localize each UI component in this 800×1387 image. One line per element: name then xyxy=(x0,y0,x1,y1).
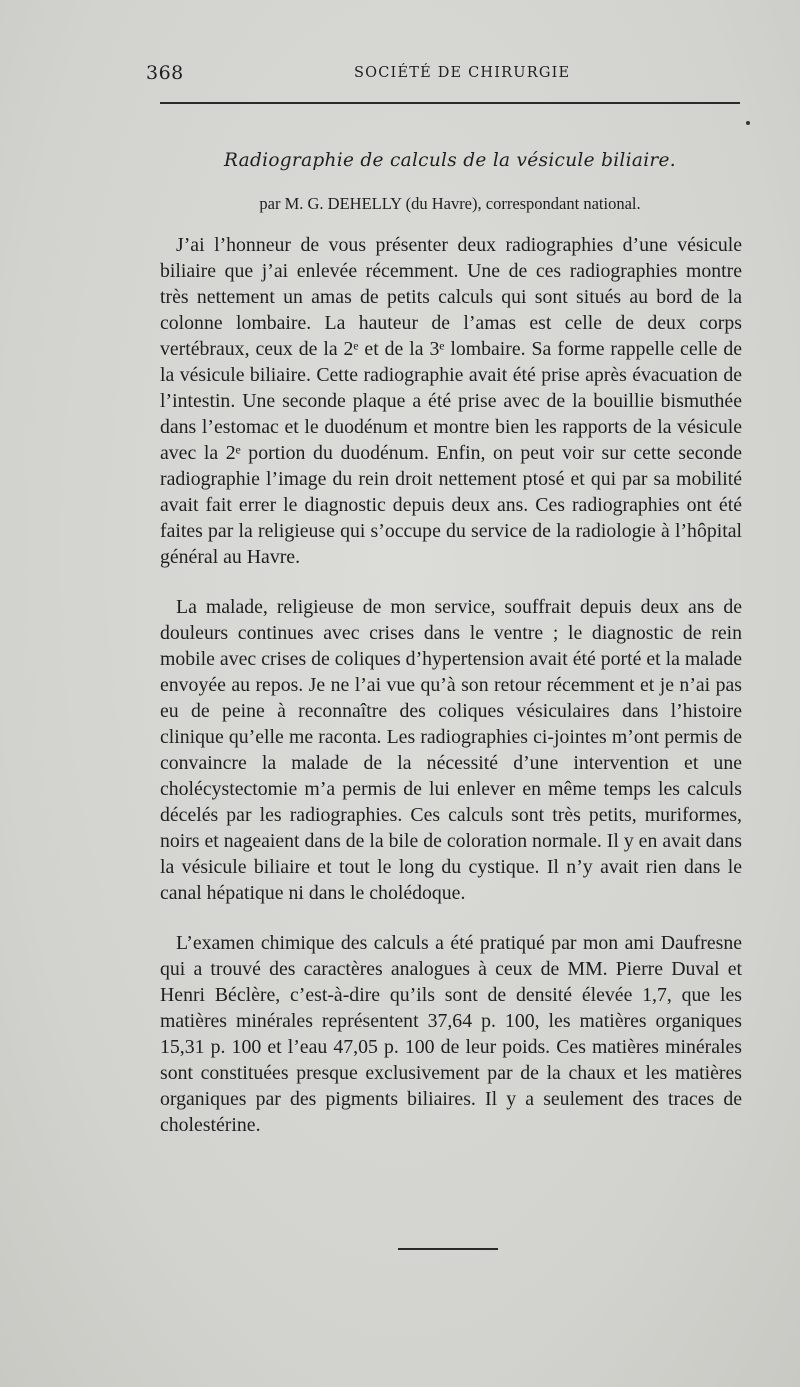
header-rule xyxy=(160,102,740,104)
page-header xyxy=(146,62,740,86)
article-body xyxy=(160,232,742,1162)
page-number: 368 xyxy=(146,62,184,84)
article-byline: par M. G. DEHELLY (du Havre), correspondant national. xyxy=(259,194,641,213)
article-title: Radiographie de calculs de la vésicule biliaire. xyxy=(224,150,676,171)
running-head: SOCIÉTÉ DE CHIRURGIE xyxy=(354,65,571,81)
paragraph-1: J’ai l’honneur de vous présenter deux radiographies d’une vésicule biliaire que j’ai enlevée récemment. Une de ces radiographies montre très nettement un amas de petits calculs qui sont situés au bord de la colonne lombaire. La hauteur de l’amas est celle de deux corps vertébraux, ceux de la 2ᵉ et de la 3ᵉ lombaire. Sa forme rappelle celle de la vésicule biliaire. Cette radiographie avait été prise après évacuation de l’intestin. Une seconde plaque a été prise avec de la bouillie bismuthée dans l’estomac et le duodénum et montre bien les rapports de la vésicule avec la 2ᵉ portion du duodénum. Enfin, on peut voir sur cette seconde radiographie l’image du rein droit nettement ptosé et qui par sa mobilité avait fait errer le diagnostic depuis deux ans. Ces radiographies ont été faites par la religieuse qui s’occupe du service de la radiologie à l’hôpital général au Havre. xyxy=(160,234,742,568)
end-rule xyxy=(398,1248,498,1250)
print-speck xyxy=(746,121,750,125)
paragraph-2: La malade, religieuse de mon service, souffrait depuis deux ans de douleurs continues avec crises dans le ventre ; le diagnostic de rein mobile avec crises de coliques d’hypertension avait été porté et la malade envoyée au repos. Je ne l’ai vue qu’à son retour récemment et je n’ai pas eu de peine à reconnaître des coliques vésiculaires dans l’histoire clinique qu’elle me raconta. Les radiographies ci-jointes m’ont permis de convaincre la malade de la nécessité d’une intervention et une cholécystectomie m’a permis de lui enlever en même temps les calculs décelés par les radiographies. Ces calculs sont très petits, muriformes, noirs et nageaient dans de la bile de coloration normale. Il y en avait dans la vésicule biliaire et tout le long du cystique. Il n’y avait rien dans le canal hépatique ni dans le cholédoque. xyxy=(160,596,742,904)
paragraph-3: L’examen chimique des calculs a été pratiqué par mon ami Daufresne qui a trouvé des caractères analogues à ceux de MM. Pierre Duval et Henri Béclère, c’est-à-dire qu’ils sont de densité élevée 1,7, que les matières minérales représentent 37,64 p. 100, les matières organiques 15,31 p. 100 et l’eau 47,05 p. 100 de leur poids. Ces matières minérales sont constituées presque exclusivement par de la chaux et les matières organiques par des pigments biliaires. Il y a seulement des traces de cholestérine. xyxy=(160,932,742,1136)
